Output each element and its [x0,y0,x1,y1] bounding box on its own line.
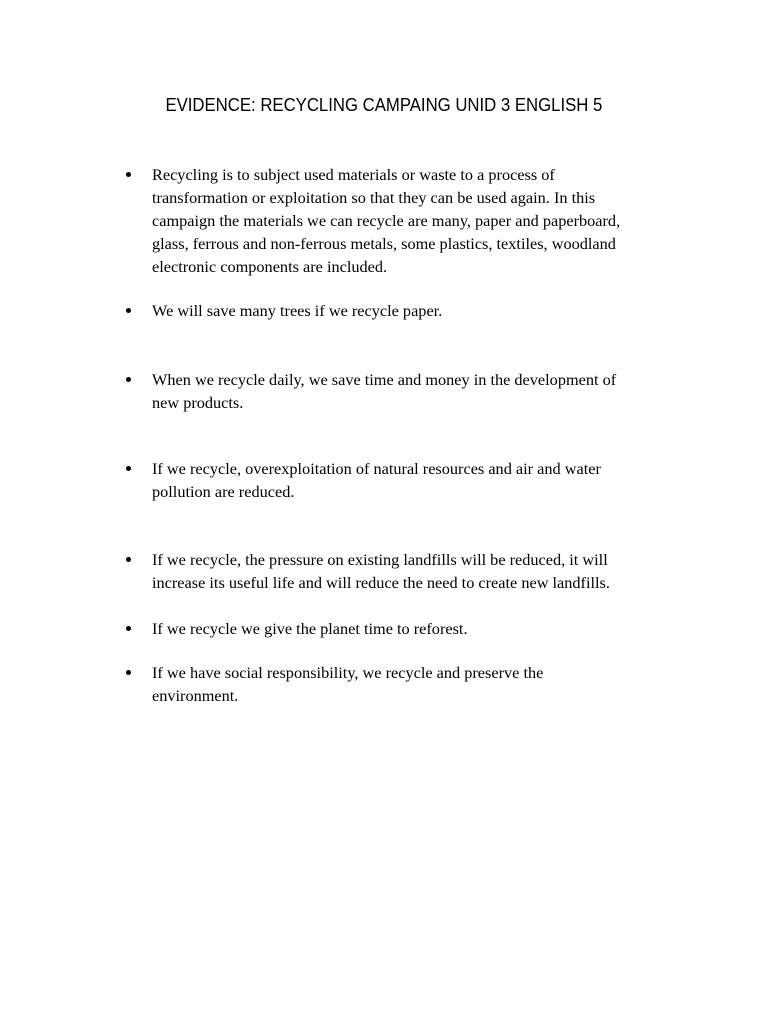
bullet-dot-icon [126,308,131,313]
bullet-line: If we recycle, overexploitation of natural resources and air and water [152,459,601,478]
bullet-line: increase its useful life and will reduce the need to create new landfills. [152,573,610,592]
bullet-line: pollution are reduced. [152,482,295,501]
bullet-text [152,163,672,278]
bullet-text [152,617,672,640]
bullet-line: glass, ferrous and non-ferrous metals, some plastics, textiles, woodland [152,234,616,253]
bullet-text [152,661,672,707]
document-title-text: EVIDENCE: RECYCLING CAMPAING UNID 3 ENGLISH 5 [165,95,603,115]
bullet-dot-icon [126,377,131,382]
bullet-line: Recycling is to subject used materials or waste to a process of [152,165,555,184]
bullet-line: If we have social responsibility, we recycle and preserve the [152,663,544,682]
bullet-line: campaign the materials we can recycle are many, paper and paperboard, [152,211,621,230]
bullet-line: We will save many trees if we recycle paper. [152,301,443,320]
bullet-text [152,299,672,322]
bullet-dot-icon [126,626,131,631]
bullet-dot-icon [126,557,131,562]
bullet-dot-icon [126,172,131,177]
bullet-text [152,548,672,594]
bullet-text [152,457,672,503]
bullet-dot-icon [126,670,131,675]
bullet-line: electronic components are included. [152,257,388,276]
bullet-line: new products. [152,393,244,412]
document-title [0,93,768,117]
bullet-dot-icon [126,466,131,471]
bullet-text [152,368,672,414]
bullet-line: environment. [152,686,239,705]
bullet-line: If we recycle, the pressure on existing landfills will be reduced, it will [152,550,608,569]
bullet-line: When we recycle daily, we save time and money in the development of [152,370,617,389]
bullet-line: transformation or exploitation so that they can be used again. In this [152,188,596,207]
bullet-line: If we recycle we give the planet time to reforest. [152,619,468,638]
